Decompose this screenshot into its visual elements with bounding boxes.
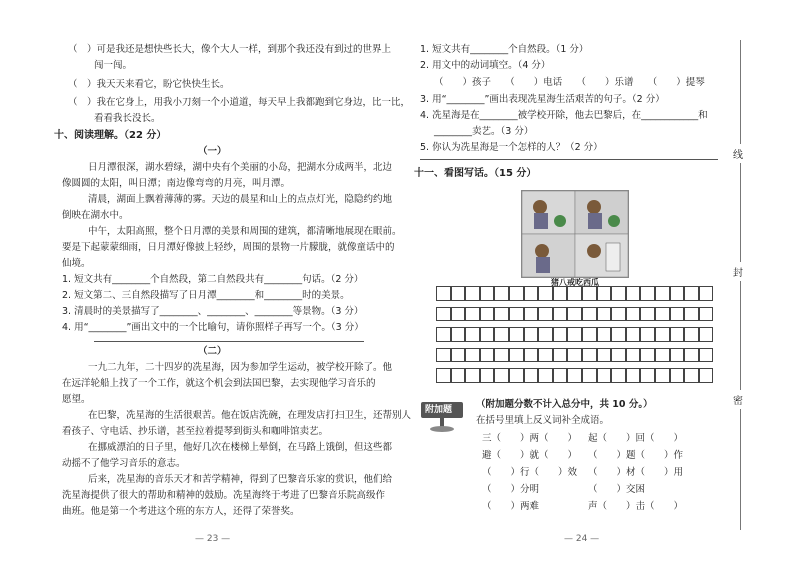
grid-cell[interactable] — [524, 327, 539, 342]
writing-grid[interactable] — [436, 286, 713, 389]
passage-2-line: 在巴黎，冼星海的生活很艰苦。他在饭店洗碗，在理发店打扫卫生，还帮别人 — [88, 410, 412, 421]
grid-cell[interactable] — [451, 327, 466, 342]
grid-cell[interactable] — [553, 286, 568, 301]
grid-cell[interactable] — [684, 286, 699, 301]
grid-cell[interactable] — [597, 368, 612, 383]
passage-2-line: 洗星海提供了很大的帮助和精神的鼓励。冼星海终于考进了巴黎音乐院高级作 — [62, 490, 386, 501]
grid-cell[interactable] — [538, 286, 553, 301]
grid-cell[interactable] — [582, 286, 597, 301]
question-1-4: 4. 用“________”画出文中的一个比喻句，请你照样子再写一个。（3 分） — [62, 322, 364, 333]
grid-cell[interactable] — [640, 348, 655, 363]
passage-1-line: 日月潭很深，湖水碧绿，湖中央有个美丽的小岛，把湖水分成两半，北边 — [88, 162, 393, 173]
grid-cell[interactable] — [451, 348, 466, 363]
grid-cell[interactable] — [626, 348, 641, 363]
grid-cell[interactable] — [655, 307, 670, 322]
grid-cell[interactable] — [553, 327, 568, 342]
grid-cell[interactable] — [699, 368, 714, 383]
grid-cell[interactable] — [465, 286, 480, 301]
grid-cell[interactable] — [684, 368, 699, 383]
grid-cell[interactable] — [494, 348, 509, 363]
grid-cell[interactable] — [509, 348, 524, 363]
ordering-item-3: （ ）我在它身上，用我小刀刻一个小道道，每天早上我都跑到它身边，比一比， — [68, 97, 411, 108]
grid-cell[interactable] — [626, 307, 641, 322]
idiom-item[interactable]: 避（ ）就（ ） — [482, 450, 578, 461]
grid-cell[interactable] — [611, 368, 626, 383]
grid-cell[interactable] — [640, 368, 655, 383]
grid-cell[interactable] — [480, 327, 495, 342]
grid-cell[interactable] — [640, 286, 655, 301]
grid-cell[interactable] — [626, 327, 641, 342]
ordering-item-3-cont: 看看我长没长。 — [94, 113, 161, 124]
bonus-badge — [418, 398, 468, 432]
grid-cell[interactable] — [436, 368, 451, 383]
grid-cell[interactable] — [538, 368, 553, 383]
passage-2-line: 在挪威漂泊的日子里，他好几次在楼梯上晕倒，在马路上饿倒，但这些都 — [88, 442, 393, 453]
grid-cell[interactable] — [640, 307, 655, 322]
passage-1-line: 中午，太阳高照，整个日月潭的美景和周围的建筑，都清晰地展现在眼前。 — [88, 226, 402, 237]
ordering-item-1-cont: 闯一闯。 — [94, 60, 133, 71]
section-11-title: 十一、看图写话。（15 分） — [414, 168, 537, 179]
grid-cell[interactable] — [684, 307, 699, 322]
grid-cell[interactable] — [451, 368, 466, 383]
grid-cell[interactable] — [699, 307, 714, 322]
idiom-item[interactable]: （ ）两难 — [482, 501, 540, 512]
grid-cell[interactable] — [465, 307, 480, 322]
grid-cell[interactable] — [465, 348, 480, 363]
idiom-item[interactable]: （ ）材（ ）用 — [588, 467, 684, 478]
grid-cell[interactable] — [567, 348, 582, 363]
passage-2-line: 曲班。他是第一个考进这个班的东方人，还得了荣誉奖。 — [62, 506, 300, 517]
grid-cell[interactable] — [670, 307, 685, 322]
grid-cell[interactable] — [553, 348, 568, 363]
comic-illustration — [521, 190, 629, 278]
grid-cell[interactable] — [524, 286, 539, 301]
grid-cell[interactable] — [655, 348, 670, 363]
bonus-badge-label: 附加题 — [425, 405, 453, 415]
passage-2-line: 一九二九年，二十四岁的冼星海，因为参加学生运动，被学校开除了。他 — [88, 362, 393, 373]
grid-cell[interactable] — [655, 327, 670, 342]
grid-cell[interactable] — [597, 307, 612, 322]
grid-cell[interactable] — [538, 327, 553, 342]
question-2-4-cont: ________卖艺。（3 分） — [434, 126, 534, 137]
question-1-2: 2. 短文第二、三自然段描写了日月潭________和________时的美景。 — [62, 290, 350, 301]
question-2-2-blanks: （ ）孩子 （ ）电话 （ ）乐谱 （ ）提琴 — [434, 77, 705, 88]
section-10-title: 十、阅读理解。（22 分） — [54, 130, 167, 141]
grid-cell[interactable] — [655, 368, 670, 383]
grid-cell[interactable] — [611, 286, 626, 301]
passage-1-heading: （一） — [198, 146, 227, 157]
grid-cell[interactable] — [670, 327, 685, 342]
grid-cell[interactable] — [494, 286, 509, 301]
passage-2-line: 在远洋轮船上找了一个工作，就这个机会到法国巴黎，去实现他学习音乐的 — [62, 378, 376, 389]
grid-cell[interactable] — [465, 368, 480, 383]
grid-cell[interactable] — [655, 286, 670, 301]
grid-cell[interactable] — [597, 327, 612, 342]
grid-cell[interactable] — [699, 348, 714, 363]
grid-cell[interactable] — [611, 327, 626, 342]
question-2-1: 1. 短文共有________个自然段。（1 分） — [420, 44, 589, 55]
page-number-left: — 23 — — [195, 534, 231, 544]
ordering-item-2: （ ）我天天来看它，盼它快快生长。 — [68, 79, 230, 90]
grid-cell[interactable] — [436, 327, 451, 342]
passage-1-line: 倒映在湖水中。 — [62, 210, 129, 221]
passage-1-line: 清晨，湖面上飘着薄薄的雾。天边的晨星和山上的点点灯光，隐隐约约地 — [88, 194, 393, 205]
bonus-title: （附加题分数不计入总分中，共 10 分。） — [476, 399, 653, 410]
idiom-item[interactable]: （ ）交困 — [588, 484, 646, 495]
grid-cell[interactable] — [494, 307, 509, 322]
idiom-item[interactable]: （ ）分明 — [482, 484, 540, 495]
grid-cell[interactable] — [699, 327, 714, 342]
grid-cell[interactable] — [684, 348, 699, 363]
grid-cell[interactable] — [451, 286, 466, 301]
idiom-item[interactable]: 三（ ）两（ ） — [482, 433, 578, 444]
grid-cell[interactable] — [582, 348, 597, 363]
idiom-item[interactable]: 声（ ）击（ ） — [588, 501, 684, 512]
binding-label-seal: 封 — [733, 262, 743, 281]
passage-2-line: 后来，冼星海的音乐天才和苦学精神，得到了巴黎音乐家的赏识，他们给 — [88, 474, 393, 485]
idiom-item[interactable]: 起（ ）回（ ） — [588, 433, 684, 444]
grid-cell[interactable] — [509, 327, 524, 342]
grid-cell[interactable] — [582, 307, 597, 322]
grid-cell[interactable] — [524, 348, 539, 363]
grid-cell[interactable] — [451, 307, 466, 322]
grid-cell[interactable] — [436, 286, 451, 301]
grid-cell[interactable] — [670, 286, 685, 301]
grid-cell[interactable] — [567, 327, 582, 342]
answer-line — [420, 159, 718, 160]
question-1-3: 3. 清晨时的美景描写了________、________、________等景物。（3 分） — [62, 306, 364, 317]
answer-line — [94, 341, 364, 342]
passage-2-heading: （二） — [198, 346, 227, 357]
grid-cell[interactable] — [509, 307, 524, 322]
question-1-1: 1. 短文共有________个自然段，第二自然段共有________句话。（2 分） — [62, 274, 364, 285]
question-2-5: 5. 你认为冼星海是一个怎样的人？（2 分） — [420, 142, 603, 153]
grid-cell[interactable] — [480, 348, 495, 363]
grid-cell[interactable] — [553, 368, 568, 383]
grid-cell[interactable] — [670, 368, 685, 383]
grid-cell[interactable] — [626, 286, 641, 301]
grid-cell[interactable] — [567, 368, 582, 383]
idiom-item[interactable]: （ ）题（ ）作 — [588, 450, 684, 461]
ordering-item-1: （ ）可是我还是想快些长大，像个大人一样，到那个我还没有到过的世界上 — [68, 44, 392, 55]
illustration-caption: 猪八戒吃西瓜 — [551, 278, 599, 287]
passage-1-line: 仙境。 — [62, 258, 91, 269]
grid-cell[interactable] — [480, 368, 495, 383]
grid-cell[interactable] — [509, 286, 524, 301]
passage-2-line: 动摇不了他学习音乐的意志。 — [62, 458, 186, 469]
bonus-instruction: 在括号里填上反义词补全成语。 — [476, 415, 610, 426]
grid-cell[interactable] — [538, 307, 553, 322]
passage-1-line: 像圆圆的太阳，叫日潭；南边像弯弯的月亮，叫月潭。 — [62, 178, 291, 189]
grid-cell[interactable] — [567, 286, 582, 301]
grid-cell[interactable] — [494, 327, 509, 342]
grid-cell[interactable] — [699, 286, 714, 301]
grid-cell[interactable] — [509, 368, 524, 383]
grid-cell[interactable] — [640, 327, 655, 342]
grid-cell[interactable] — [480, 307, 495, 322]
grid-cell[interactable] — [611, 307, 626, 322]
grid-cell[interactable] — [567, 307, 582, 322]
grid-cell[interactable] — [436, 307, 451, 322]
question-2-2: 2. 用文中的动词填空。（4 分） — [420, 60, 551, 71]
passage-2-line: 愿望。 — [62, 394, 91, 405]
passage-1-line: 要是下起蒙蒙细雨，日月潭好像披上轻纱，周围的景物一片朦胧，就像童话中的 — [62, 242, 395, 253]
grid-cell[interactable] — [480, 286, 495, 301]
grid-cell[interactable] — [524, 307, 539, 322]
grid-cell[interactable] — [582, 368, 597, 383]
grid-cell[interactable] — [611, 348, 626, 363]
grid-cell[interactable] — [553, 307, 568, 322]
question-2-3: 3. 用“________”画出表现冼星海生活艰苦的句子。（2 分） — [420, 94, 665, 105]
grid-cell[interactable] — [684, 327, 699, 342]
grid-cell[interactable] — [436, 348, 451, 363]
grid-cell[interactable] — [582, 327, 597, 342]
binding-label-secret: 密 — [733, 390, 743, 409]
grid-cell[interactable] — [597, 286, 612, 301]
binding-line — [740, 40, 741, 530]
binding-label-line: 线 — [733, 144, 743, 163]
passage-2-line: 看孩子、守电话、抄乐谱，甚至拉着提琴到街头和咖啡馆卖艺。 — [62, 426, 329, 437]
grid-cell[interactable] — [626, 368, 641, 383]
grid-cell[interactable] — [494, 368, 509, 383]
grid-cell[interactable] — [597, 348, 612, 363]
page-number-right: — 24 — — [564, 534, 600, 544]
question-2-4: 4. 冼星海是在________被学校开除，他去巴黎后，在____________和 — [420, 110, 708, 121]
idiom-item[interactable]: （ ）行（ ）效 — [482, 467, 578, 478]
grid-cell[interactable] — [524, 368, 539, 383]
grid-cell[interactable] — [670, 348, 685, 363]
grid-cell[interactable] — [465, 327, 480, 342]
grid-cell[interactable] — [538, 348, 553, 363]
